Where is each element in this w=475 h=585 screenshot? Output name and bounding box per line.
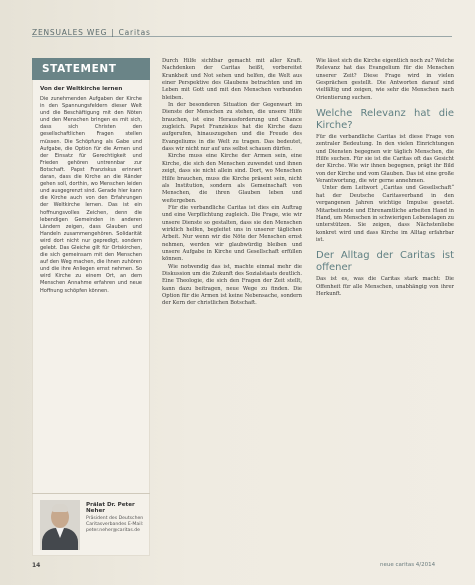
text-column-middle xyxy=(162,58,302,308)
paragraph: Wie lässt sich die Kirche eigentlich noch zu? Welche Relevanz hat das Evangelium für die Menschen unserer Zeit? Diese Frage wird in vielen Gesprächen gestellt. Die Antworten darauf sind vielfältig und zeigen, wie sehr die Menschen nach Orientierung suchen. xyxy=(316,58,454,101)
page-number: 14 xyxy=(32,562,41,569)
statement-box xyxy=(32,58,150,556)
paragraph: Kirche muss eine Kirche der Armen sein, eine Kirche, die sich den Menschen zuwendet und ihnen zeigt, dass sie nicht allein sind. Dort, wo Menschen Hilfe brauchen, muss die Kirche präsent sein, nicht als Institution, sondern als Gemeinschaft von Menschen, die ihren Glauben leben und weitergeben. xyxy=(162,153,302,204)
paragraph: In der besonderen Situation der Gegenwart im Dienste der Menschen zu stehen, die unsere Hilfe brauchen, ist eine Herausforderung und Chance zugleich. Papst Franziskus hat die Kirche dazu aufgerufen, hinauszugehen und die Freude des Evangeliums in die Welt zu tragen. Das bedeutet, dass wir nicht nur auf uns selbst schauen dürfen. xyxy=(162,102,302,153)
section-separator: | xyxy=(111,28,115,37)
author-role: Präsident des Deutschen Caritasverbandes E-Mail: peter.neher@caritas.de xyxy=(86,516,144,533)
portrait-hair xyxy=(52,504,68,512)
statement-body: Die zunehmenden Aufgaben der Kirche in den Spannungsfeldern dieser Welt und die Beschäftigung mit den Nöten und den Menschen bringen es mit sich, dass sich Christen den gesellschaftlichen Fragen stellen müssen. Die Schöpfung als Gabe und Aufgabe, die Option für die Armen und der Einsatz für Gerechtigkeit und Frieden gehören untrennbar zur Botschaft. Papst Franziskus erinnert daran, dass die Kirche an die Ränder gehen soll, dorthin, wo Menschen leiden und ausgegrenzt sind. Gerade hier kann die Kirche auch von den Erfahrungen der Weltkirche lernen. Das ist ein hoffnungsvolles Zeichen, denn die lebendigen Gemeinden in anderen Ländern zeigen, dass Glauben und Handeln zusammengehören. Solidarität wird dort nicht nur gepredigt, sondern gelebt. Das Gleiche gilt für Ortskirchen, die sich gemeinsam mit den Menschen auf den Weg machen, die ihnen zuhören und die ihre Anliegen ernst nehmen. So wird Kirche zu einem Ort, an dem Menschen Annahme erfahren und neue Hoffnung schöpfen können. xyxy=(40,96,142,294)
author-text xyxy=(86,502,146,534)
paragraph: Für die verbandliche Caritas ist diese Frage von zentraler Bedeutung. In den vielen Einrichtungen und Diensten begegnen wir täglich Menschen, die Hilfe suchen. Für sie ist die Caritas oft das Gesicht der Kirche. Wie wir ihnen begegnen, prägt ihr Bild von der Kirche und vom Glauben. Das ist eine große Verantwortung, die wir gerne annehmen. xyxy=(316,134,454,185)
subsection-label: Caritas xyxy=(118,28,151,37)
statement-subhead: Von der Weltkirche lernen xyxy=(40,86,123,92)
section-label: ZENSUALES WEG xyxy=(32,28,108,37)
author-portrait xyxy=(40,500,80,550)
section-header xyxy=(32,20,452,37)
author-box xyxy=(32,493,150,556)
section-heading-relevance: Welche Relevanz hat die Kirche? xyxy=(316,108,454,131)
paragraph: Das ist es, was die Caritas stark macht: Die Offenheit für alle Menschen, unabhängig von ihrer Herkunft. xyxy=(316,276,454,297)
text-column-right xyxy=(316,58,454,298)
paragraph: Wie notwendig das ist, machte einmal mehr die Diskussion um die Zukunft des Sozialstaats deutlich. Eine Theologie, die sich den Fragen der Zeit stellt, kann dazu beitragen, neue Wege zu finden. Die Option für die Armen ist keine Nebensache, sondern der Kern der christlichen Botschaft. xyxy=(162,263,302,307)
footer-publication: neue caritas 4/2014 xyxy=(380,562,436,568)
statement-label: STATEMENT xyxy=(32,58,150,80)
paragraph: Unter dem Leitwort „Caritas und Gesellschaft“ hat der Deutsche Caritasverband in den vergangenen Jahren wichtige Impulse gesetzt. Mitarbeitende und Ehrenamtliche arbeiten Hand in Hand, um Menschen in schwierigen Lebenslagen zu unterstützen. Sie zeigen, dass Nächstenliebe konkret wird und dass Kirche im Alltag erfahrbar ist. xyxy=(316,185,454,243)
author-name: Prälat Dr. Peter Neher xyxy=(86,502,135,514)
paragraph: Für die verbandliche Caritas ist dies ein Auftrag und eine Verpflichtung zugleich. Die Frage, wie wir unsere Dienste so gestalten, dass sie den Menschen wirklich helfen, begleitet uns in unserer täglichen Arbeit. Nur wenn wir die Nöte der Menschen ernst nehmen, werden wir glaubwürdig bleiben und unsere Aufgabe in Kirche und Gesellschaft erfüllen können. xyxy=(162,204,302,263)
paragraph: Durch Hilfe sichtbar gemacht mit aller Kraft. Nachdenken der Caritas heißt, vorbereitet Krankheit und Not sehen und helfen, die Welt aus einer Perspektive des Glaubens betrachten und im Leben mit Gott und mit den Menschen verbunden bleiben. xyxy=(162,58,302,101)
section-heading-alltag: Der Alltag der Caritas ist offener xyxy=(316,250,454,273)
